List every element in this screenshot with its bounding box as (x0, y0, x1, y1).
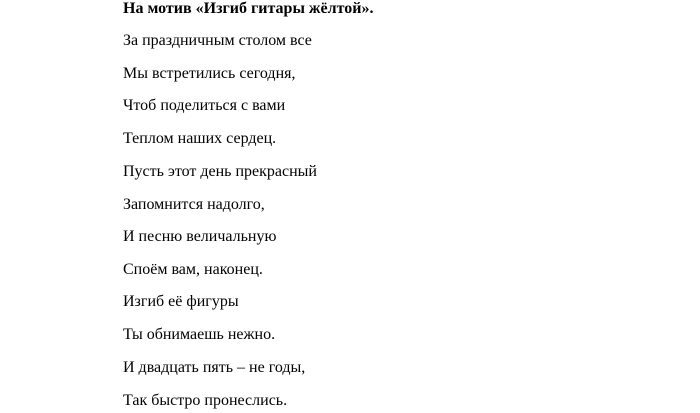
verse-line: Споём вам, наконец. (123, 261, 263, 278)
verse-line: За праздничным столом все (123, 32, 312, 49)
verse-line: Изгиб её фигуры (123, 293, 239, 310)
verse-line: Ты обнимаешь нежно. (123, 326, 276, 343)
verse-line: И двадцать пять – не годы, (123, 359, 306, 376)
verse-line: Мы встретились сегодня, (123, 65, 296, 82)
verse-line: И песню величальную (123, 228, 277, 245)
verse-line: Теплом наших сердец. (123, 130, 277, 147)
verse-line: Пусть этот день прекрасный (123, 163, 317, 180)
verse-line: Так быстро пронеслись. (123, 392, 288, 409)
verse-line: Чтоб поделиться с вами (123, 97, 286, 114)
song-title: На мотив «Изгиб гитары жёлтой». (123, 0, 374, 17)
verse-line: Запомнится надолго, (123, 196, 265, 213)
